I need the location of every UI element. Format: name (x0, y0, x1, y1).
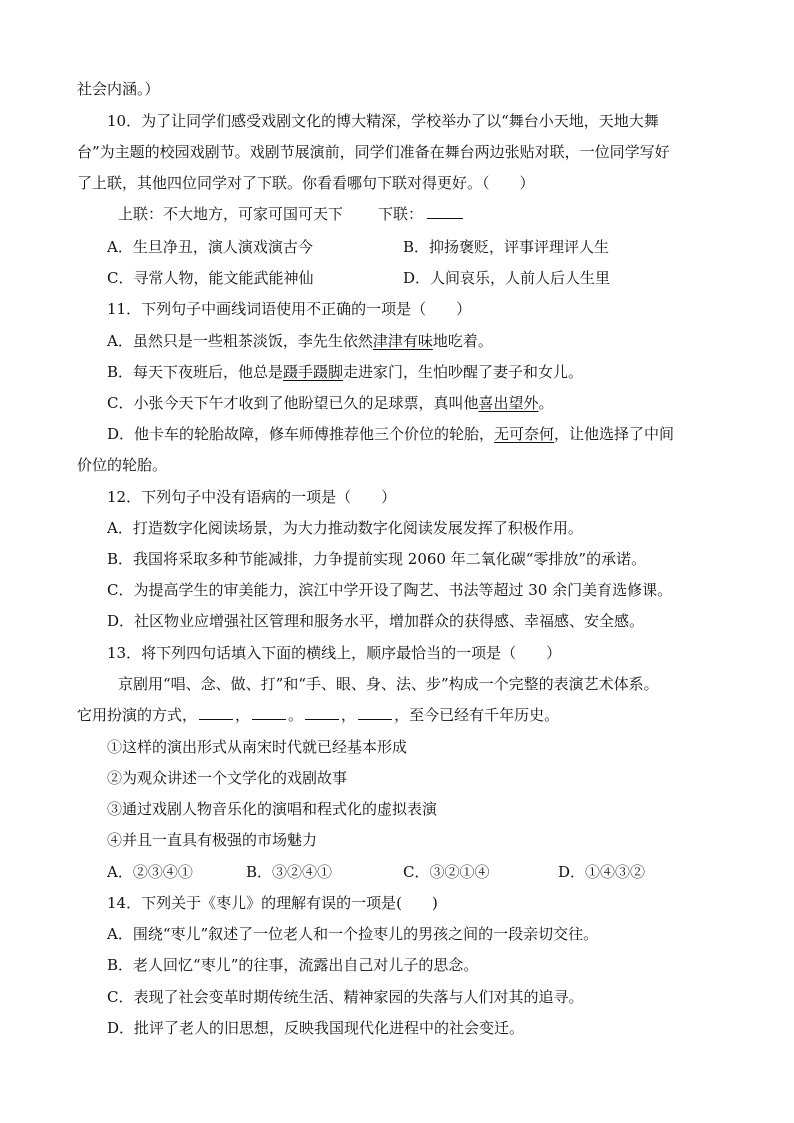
question-13-stem: 13．将下列四句话填入下面的横线上，顺序最恰当的一项是（ ） (107, 644, 562, 662)
question-14-stem: 14．下列关于《枣儿》的理解有误的一项是( ) (107, 894, 438, 912)
option-d-cont: 价位的轮胎。 (77, 456, 168, 474)
sentence-4: ④并且一直具有极强的市场魅力 (107, 831, 318, 849)
passage-text: ，至今已经有千年历史。 (394, 706, 560, 724)
option-text: 走进家门，生怕吵醒了妻子和女儿。 (343, 363, 584, 381)
underlined-word: 津津有味 (372, 332, 433, 350)
option-c (107, 393, 554, 413)
underlined-word: 无可奈何 (494, 425, 555, 443)
option-a: A．围绕“枣儿”叙述了一位老人和一个捡枣儿的男孩之间的一段亲切交往。 (107, 925, 599, 943)
answer-blank (252, 705, 286, 720)
question-10-stem-cont: 台”为主题的校园戏剧节。戏剧节展演前，同学们准备在舞台两边张贴对联，一位同学写好 (77, 143, 670, 161)
option-b: B．③②④① (246, 863, 333, 881)
question-10-stem-cont: 了上联，其他四位同学对了下联。你看看哪句下联对得更好。（ ） (77, 174, 535, 192)
underlined-word: 蹑手蹑脚 (283, 363, 344, 381)
option-text: 地吃着。 (432, 332, 493, 350)
passage-text: ， (235, 706, 251, 724)
sentence-1: ①这样的演出形式从南宋时代就已经基本形成 (107, 738, 408, 756)
option-c: C．寻常人物，能文能武能神仙 (107, 269, 314, 287)
couplet-upper: 上联：不大地方，可家可国可天下 (118, 205, 344, 223)
sentence-3: ③通过戏剧人物音乐化的演唱和程式化的虚拟表演 (107, 800, 438, 818)
passage-text: 。 (288, 706, 304, 724)
answer-blank (199, 705, 233, 720)
question-11-stem: 11．下列句子中画线词语使用不正确的一项是（ ） (107, 300, 472, 318)
option-a: A．②③④① (107, 863, 193, 881)
passage-text: 它用扮演的方式， (77, 706, 198, 724)
option-a (107, 331, 493, 351)
text-line: 社会内涵。） (77, 80, 160, 98)
answer-blank (358, 705, 392, 720)
couplet-lower (378, 204, 463, 224)
option-a: A．生旦净丑，演人演戏演古今 (107, 238, 313, 256)
question-10-stem: 10．为了让同学们感受戏剧文化的博大精深，学校举办了以“舞台小天地，天地大舞 (107, 112, 659, 130)
option-c: C．表现了社会变革时期传统生活、精神家园的失落与人们对其的追寻。 (107, 988, 584, 1006)
passage-text: ， (341, 706, 357, 724)
option-b: B．抑扬褒贬，评事评理评人生 (403, 238, 610, 256)
passage-line-with-blanks (77, 705, 559, 725)
option-b: B．我国将采取多种节能减排，力争提前实现 2060 年二氧化碳“零排放”的承诺。 (107, 550, 647, 568)
option-a: A．打造数字化阅读场景，为大力推动数字化阅读发展发挥了积极作用。 (107, 519, 583, 537)
passage-line: 京剧用“唱、念、做、打”和“手、眼、身、法、步”构成一个完整的表演艺术体系。 (118, 675, 659, 693)
option-d: D．人间哀乐，人前人后人生里 (403, 269, 611, 287)
option-d: D．批评了老人的旧思想，反映我国现代化进程中的社会变迁。 (107, 1019, 525, 1037)
answer-blank (305, 705, 339, 720)
question-12-stem: 12．下列句子中没有语病的一项是（ ） (107, 488, 397, 506)
sentence-2: ②为观众讲述一个文学化的戏剧故事 (107, 769, 348, 787)
option-c: C．为提高学生的审美能力，滨江中学开设了陶艺、书法等超过 30 余门美育选修课。 (107, 581, 673, 599)
option-text: A．虽然只是一些粗茶淡饭，李先生依然 (107, 332, 373, 350)
underlined-word: 喜出望外 (478, 394, 539, 412)
option-text: B．每天下夜班后，他总是 (107, 363, 284, 381)
option-text: C．小张今天下午才收到了他盼望已久的足球票，真叫他 (107, 394, 479, 412)
option-d: D．①④③② (558, 863, 646, 881)
option-b: B．老人回忆“枣儿”的往事，流露出自己对儿子的思念。 (107, 956, 479, 974)
option-c: C．③②①④ (403, 863, 490, 881)
option-d: D．社区物业应增强社区管理和服务水平，增加群众的获得感、幸福感、安全感。 (107, 612, 645, 630)
option-b (107, 362, 583, 382)
option-text: 。 (538, 394, 554, 412)
option-text: ，让他选择了中间 (554, 425, 675, 443)
option-d (107, 424, 674, 444)
answer-blank (427, 204, 463, 219)
couplet-lower-label: 下联： (378, 205, 424, 223)
option-text: D．他卡车的轮胎故障，修车师傅推荐他三个价位的轮胎， (107, 425, 495, 443)
